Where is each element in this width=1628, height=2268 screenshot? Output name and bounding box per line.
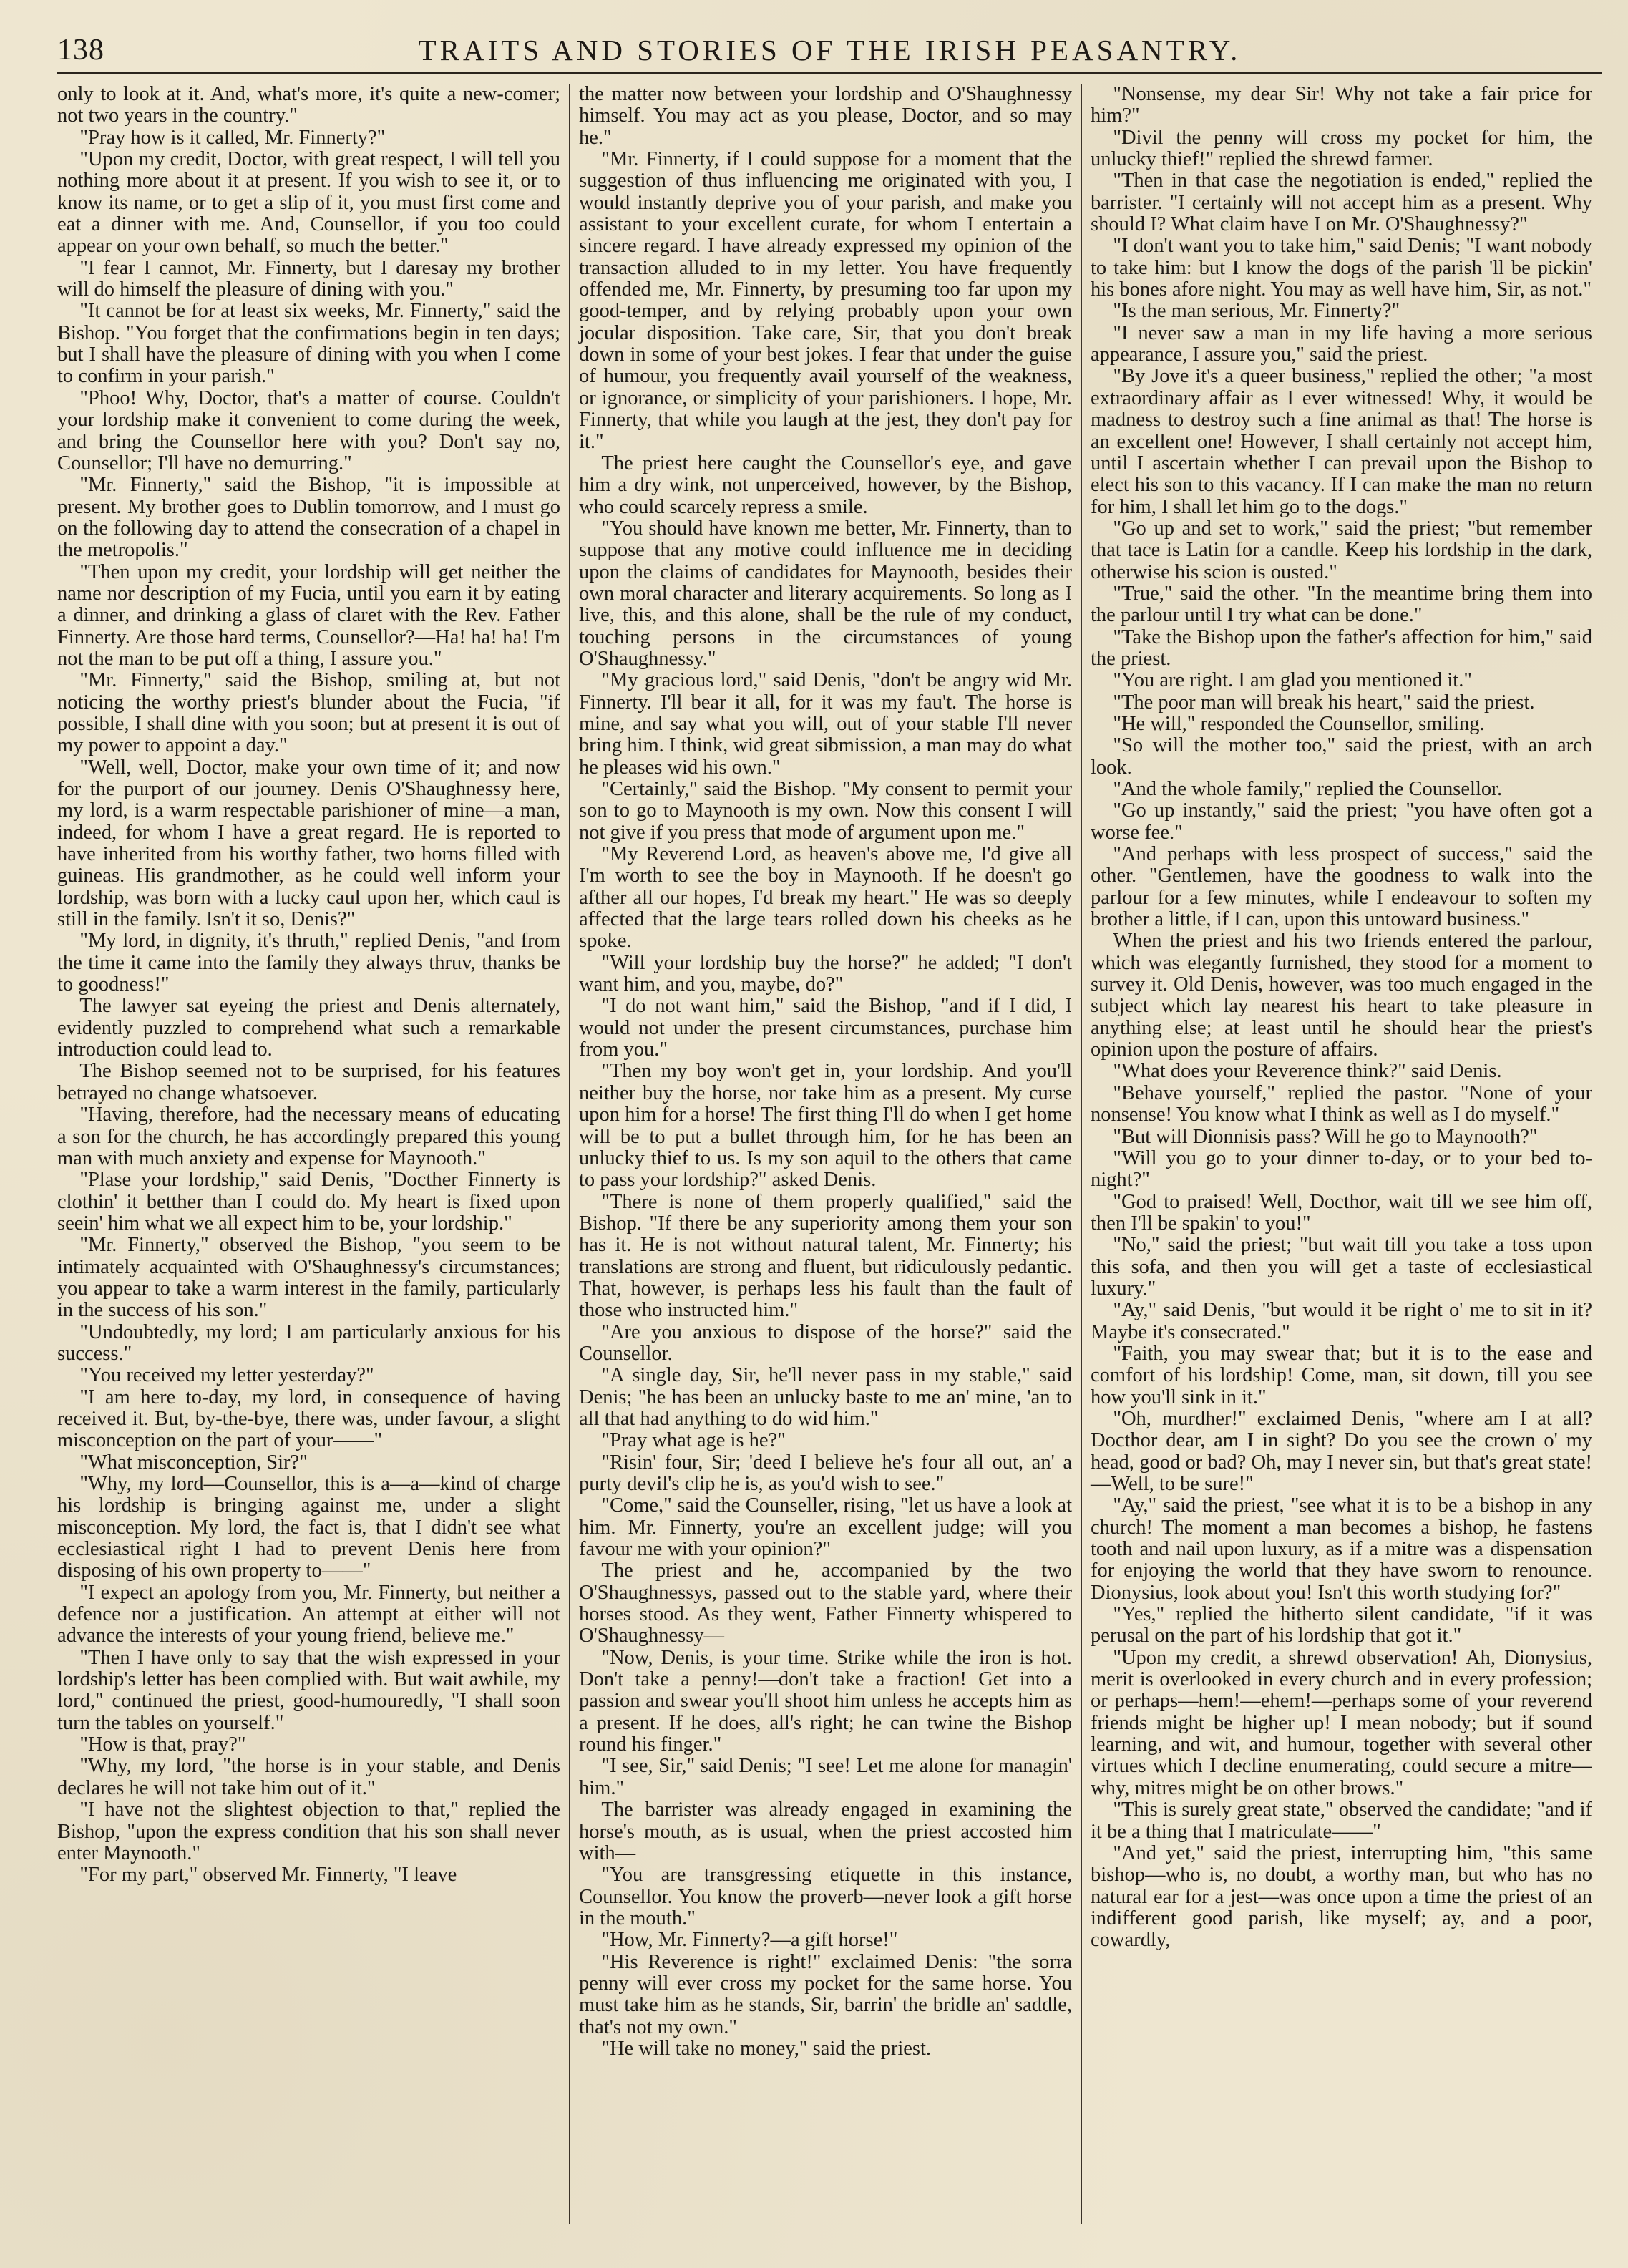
paragraph: "Mr. Finnerty," observed the Bishop, "you seem to be intimately acquainted with O'Shaughnessy's circumstances; you appear to take a warm interest in the family, particularly in the success of his son." [57, 1234, 560, 1322]
paragraph: "What does your Reverence think?" said Denis. [1113, 1060, 1502, 1083]
paragraph: "Having, therefore, had the necessary means of educating a son for the church, he has accordingly prepared this young man with much anxiety and expense for Maynooth." [57, 1104, 560, 1169]
paragraph: "A single day, Sir, he'll never pass in my stable," said Denis; "he has been an unlucky baste to me an' mine, 'an to all that had anything to do wid him." [579, 1364, 1072, 1430]
paragraph: the matter now between your lordship and O'Shaughnessy himself. You may act as you please, Doctor, and so may he." [579, 84, 1072, 149]
paragraph: "I never saw a man in my life having a more serious appearance, I assure you," said the priest. [1091, 321, 1592, 366]
paragraph: The lawyer sat eyeing the priest and Denis alternately, evidently puzzled to comprehend what such a remarkable introduction could lead to. [57, 995, 560, 1061]
paragraph: "Ay," said Denis, "but would it be right o' me to sit in it? Maybe it's consecrated." [1091, 1299, 1592, 1343]
paragraph: "There is none of them properly qualified," said the Bishop. "If there be any superiority among them your son has it. He is not without natural talent, Mr. Finnerty; his translations are strong and fluent, but ridiculously pedantic. That, however, is perhaps less his fault than the fault of those who instructed him." [579, 1190, 1072, 1322]
paragraph: "My gracious lord," said Denis, "don't be angry wid Mr. Finnerty. I'll bear it all, for it was my fau't. The horse is mine, and say what you will, out of your stable I'll never bring him. I think, wid great sibmission, a man may do what he pleases wid his own." [579, 669, 1072, 779]
paragraph: "Plase your lordship," said Denis, "Docther Finnerty is clothin' it betther than I could do. My heart is fixed upon seein' him what we all expect him to be, your lordship." [57, 1169, 560, 1235]
paragraph: "For my part," observed Mr. Finnerty, "I leave [79, 1864, 457, 1887]
paragraph: "Faith, you may swear that; but it is to the ease and comfort of his lordship! Come, man, sit down, till you see how you'll sink in it." [1091, 1342, 1592, 1408]
paragraph: "You should have known me better, Mr. Finnerty, than to suppose that any motive could influence me in deciding upon the claims of candidates for Maynooth, besides their own moral character and literary acquirements. So long as I live, this, and this alone, shall be the rule of my conduct, touching persons in the circumstances of young O'Shaughnessy." [579, 517, 1072, 670]
page-number: 138 [57, 34, 104, 67]
paragraph: "I see, Sir," said Denis; "I see! Let me alone for managin' him." [579, 1755, 1072, 1799]
paragraph: "Nonsense, my dear Sir! Why not take a fair price for him?" [1091, 84, 1592, 127]
paragraph: "Well, well, Doctor, make your own time of it; and now for the purport of our journey. Denis O'Shaughnessy here, my lord, is a warm respectable parishioner of mine—a man, indeed, for whom I have a great regard. He is reported to have inherited from his worthy father, two horns filled with guineas. His grandmother, as he could well inform your lordship, was born with a lucky caul upon her, which caul is still in the family. Isn't it so, Denis?" [57, 756, 560, 931]
paragraph: "Mr. Finnerty," said the Bishop, smiling at, but not noticing the worthy priest's blunder about the Fucia, "if possible, I shall dine with you soon; but at present it is out of my power to appoint a day." [57, 669, 560, 757]
page-header [57, 31, 1602, 74]
paragraph: "Are you anxious to dispose of the horse?" said the Counsellor. [579, 1320, 1072, 1365]
paragraph: "Mr. Finnerty, if I could suppose for a moment that the suggestion of thus influencing me originated with you, I would instantly deprive you of your parish, and make you assistant to your excellent curate, for whom I entertain a sincere regard. I have already expressed my opinion of the transaction alluded to in my letter. You have frequently offended me, Mr. Finnerty, by presuming too far upon my good-temper, and by relying probably upon your own jocular disposition. Take care, Sir, that you don't break down in some of your best jokes. I fear that under the guise of humour, you frequently avail yourself of the weakness, or ignorance, or simplicity of your parishioners. I hope, Mr. Finnerty, that while you laugh at the jest, they don't pay for it." [579, 148, 1072, 453]
paragraph: The Bishop seemed not to be surprised, for his features betrayed no change whatsoever. [57, 1060, 560, 1104]
paragraph: "By Jove it's a queer business," replied the other; "a most extraordinary affair as I ever witnessed! Why, it would be madness to destroy such a fine animal as that! The horse is an excellent one! However, I shall certainly not accept him, until I ascertain whether I can prevail upon the Bishop to elect his son to this vacancy. If I can make the man no return for him, I shall let him go to the dogs." [1091, 365, 1592, 518]
paragraph: "He will," responded the Counsellor, smiling. [1113, 712, 1485, 735]
text-column-middle [569, 84, 1081, 2224]
paragraph: "Will your lordship buy the horse?" he added; "I don't want him, and you, maybe, do?" [579, 951, 1072, 996]
paragraph: "Will you go to your dinner to-day, or to your bed to-night?" [1091, 1147, 1592, 1192]
paragraph: "I fear I cannot, Mr. Finnerty, but I daresay my brother will do himself the pleasure of dining with you." [57, 256, 560, 301]
paragraph: The priest and he, accompanied by the two O'Shaughnessys, passed out to the stable yard, where their horses stood. As they went, Father Finnerty whispered to O'Shaughnessy— [579, 1559, 1072, 1648]
paragraph: "My Reverend Lord, as heaven's above me, I'd give all I'm worth to see the boy in Maynooth. If he doesn't go afther all our hopes, I'd break my heart." He was so deeply affected that the large tears rolled down his cheeks as he spoke. [579, 843, 1072, 953]
paragraph: "Why, my lord, "the horse is in your stable, and Denis declares he will not take him out of it." [57, 1755, 560, 1799]
paragraph: "Why, my lord—Counsellor, this is a—a—kind of charge his lordship is bringing against me, under a slight misconception. My lord, the fact is, that I didn't see what ecclesiastical right I had to prevent Denis here from disposing of his own property to——" [57, 1473, 560, 1582]
paragraph: When the priest and his two friends entered the parlour, which was elegantly furnished, they stood for a moment to survey it. Old Denis, however, was too much engaged in the subject which lay nearest his heart to take pleasure in anything else; at least until he should hear the priest's opinion upon the posture of affairs. [1091, 930, 1592, 1061]
running-title: TRAITS AND STORIES OF THE IRISH PEASANTRY. [418, 34, 1242, 67]
paragraph: "He will take no money," said the priest. [601, 2037, 932, 2060]
paragraph: "Go up instantly," said the priest; "you have often got a worse fee." [1091, 799, 1592, 844]
paragraph: "And yet," said the priest, interrupting him, "this same bishop—who is, no doubt, a worthy man, but who has no natural ear for a jest—was once upon a time the priest of an indifferent good parish, like myself; ay, and a poor, cowardly, [1091, 1841, 1592, 1952]
paragraph: "You received my letter yesterday?" [79, 1364, 374, 1387]
paragraph: "Then in that case the negotiation is ended," replied the barrister. "I certainly will not accept him as a present. Why should I? What claim have I on Mr. O'Shaughnessy?" [1091, 170, 1592, 236]
paragraph: "My lord, in dignity, it's thruth," replied Denis, "and from the time it came into the family they always thruv, thanks be to goodness!" [57, 930, 560, 996]
paragraph: "Yes," replied the hitherto silent candidate, "if it was perusal on the part of his lordship that got it." [1091, 1603, 1592, 1648]
text-columns [57, 84, 1602, 2224]
paragraph: "I do not want him," said the Bishop, "and if I did, I would not under the present circumstances, purchase him from you." [579, 995, 1072, 1061]
paragraph: "What misconception, Sir?" [79, 1451, 308, 1474]
paragraph: "I don't want you to take him," said Denis; "I want nobody to take him: but I know the dogs of the parish 'll be pickin' his bones afore night. You may as well have him, Sir, as not." [1091, 235, 1592, 301]
paragraph: "I am here to-day, my lord, in consequence of having received it. But, by-the-bye, there was, under favour, a slight misconception on the part of your——" [57, 1386, 560, 1452]
paragraph: "Go up and set to work," said the priest; "but remember that tace is Latin for a candle. Keep his lordship in the dark, otherwise his scion is ousted." [1091, 517, 1592, 583]
paragraph: "Ay," said the priest, "see what it is to be a bishop in any church! The moment a man becomes a bishop, he fastens tooth and nail upon luxury, as if a mitre was a dispensation for enjoying the world that they have sworn to renounce. Dionysius, look about you! Isn't this worth studying for?" [1091, 1494, 1592, 1604]
text-column-left [57, 84, 569, 2224]
paragraph: "Now, Denis, is your time. Strike while the iron is hot. Don't take a penny!—don't take a fraction! Get into a passion and swear you'll shoot him unless he accepts him as a present. If he does, all's right; he can twine the Bishop round his finger." [579, 1646, 1072, 1756]
paragraph: "True," said the other. "In the meantime bring them into the parlour until I try what can be done." [1091, 582, 1592, 627]
paragraph: "Behave yourself," replied the pastor. "None of your nonsense! You know what I think as well as I do myself." [1091, 1081, 1592, 1126]
paragraph: "This is surely great state," observed the candidate; "and if it be a thing that I matriculate——" [1091, 1799, 1592, 1843]
paragraph: "You are transgressing etiquette in this instance, Counsellor. You know the proverb—never look a gift horse in the mouth." [579, 1864, 1072, 1929]
paragraph: "Risin' four, Sir; 'deed I believe he's four all out, an' a purty devil's clip he is, as you'd wish to see." [579, 1451, 1072, 1495]
paragraph: "Come," said the Counseller, rising, "let us have a look at him. Mr. Finnerty, you're an excellent judge; will you favour me with your opinion?" [579, 1494, 1072, 1561]
paragraph: "Take the Bishop upon the father's affection for him," said the priest. [1091, 626, 1592, 670]
paragraph: "Divil the penny will cross my pocket for him, the unlucky thief!" replied the shrewd farmer. [1091, 126, 1592, 171]
paragraph: "God to praised! Well, Docthor, wait till we see him off, then I'll be spakin' to you!" [1091, 1190, 1592, 1235]
paragraph: "The poor man will break his heart," said the priest. [1113, 691, 1535, 714]
paragraph: "Certainly," said the Bishop. "My consent to permit your son to go to Maynooth is my own. Now this consent I will not give if you press that mode of argument upon me." [579, 778, 1072, 844]
text-column-right [1081, 84, 1592, 2224]
paragraph: "And the whole family," replied the Counsellor. [1113, 778, 1503, 800]
paragraph: "I expect an apology from you, Mr. Finnerty, but neither a defence nor a justification. An attempt at either will not advance the interests of your young friend, believe me." [57, 1581, 560, 1648]
paragraph: "Phoo! Why, Doctor, that's a matter of course. Couldn't your lordship make it convenient to come during the week, and bring the Counsellor here with you? Don't say no, Counsellor; I'll have no demurring." [57, 386, 560, 474]
paragraph: The barrister was already engaged in examining the horse's mouth, as is usual, when the priest accosted him with— [579, 1799, 1072, 1864]
paragraph: "Is the man serious, Mr. Finnerty?" [1113, 300, 1400, 323]
paragraph: "Pray how is it called, Mr. Finnerty?" [79, 126, 386, 149]
paragraph: "Upon my credit, Doctor, with great respect, I will tell you nothing more about it at present. If you wish to see it, or to know its name, or to get a slip of it, you must first come and eat a dinner with me. And, Counsellor, if you too could appear on your own behalf, so much the better." [57, 148, 560, 258]
paragraph: "Then I have only to say that the wish expressed in your lordship's letter has been complied with. But wait awhile, my lord," continued the priest, good-humouredly, "I shall soon turn the tables on yourself." [57, 1646, 560, 1734]
paragraph: "Oh, murdher!" exclaimed Denis, "where am I at all? Docthor dear, am I in sight? Do you see the crown o' my head, good or bad? Oh, may I never sin, but that's great state!—Well, to be sure!" [1091, 1407, 1592, 1495]
paragraph: only to look at it. And, what's more, it's quite a new-comer; not two years in the country." [57, 84, 560, 127]
paragraph: "Undoubtedly, my lord; I am particularly anxious for his success." [57, 1320, 560, 1365]
paragraph: "I have not the slightest objection to that," replied the Bishop, "upon the express condition that his son shall never enter Maynooth." [57, 1799, 560, 1864]
paragraph: "His Reverence is right!" exclaimed Denis: "the sorra penny will ever cross my pocket for the same horse. You must take him as he stands, Sir, barrin' the bridle an' saddle, that's not my own." [579, 1950, 1072, 2038]
paragraph: "And perhaps with less prospect of success," said the other. "Gentlemen, have the goodness to walk into the parlour for a few minutes, while I endeavour to soften my brother a little, if I can, upon this untoward business." [1091, 843, 1592, 931]
paragraph: "You are right. I am glad you mentioned it." [1113, 669, 1472, 692]
paragraph: "So will the mother too," said the priest, with an arch look. [1091, 734, 1592, 779]
paragraph: "How is that, pray?" [79, 1733, 246, 1756]
paragraph: "It cannot be for at least six weeks, Mr. Finnerty," said the Bishop. "You forget that the confirmations begin in ten days; but I shall have the pleasure of dining with you when I come to confirm in your parish." [57, 300, 560, 388]
paragraph: "But will Dionnisis pass? Will he go to Maynooth?" [1113, 1125, 1538, 1148]
paragraph: "Pray what age is he?" [601, 1429, 786, 1452]
paragraph: The priest here caught the Counsellor's eye, and gave him a dry wink, not unperceived, however, by the Bishop, who could scarcely repress a smile. [579, 452, 1072, 518]
paragraph: "Upon my credit, a shrewd observation! Ah, Dionysius, merit is overlooked in every church and in every profession; or perhaps—hem!—ehem!—perhaps some of your reverend friends might be higher up! I mean nobody; but if sound learning, and wit, and humour, together with several other virtues which I decline enumerating, could secure a mitre—why, mitres might be on other brows." [1091, 1646, 1592, 1799]
paragraph: "Then my boy won't get in, your lordship. And you'll neither buy the horse, nor take him as a present. My curse upon him for a horse! The first thing I'll do when I get home will be to put a bullet through him, for he has been an unlucky thief to us. Is my son aquil to the others that came to pass your lordship?" asked Denis. [579, 1060, 1072, 1192]
paragraph: "How, Mr. Finnerty?—a gift horse!" [601, 1929, 898, 1952]
paragraph: "Mr. Finnerty," said the Bishop, "it is impossible at present. My brother goes to Dublin tomorrow, and I must go on the following day to attend the consecration of a chapel in the metropolis." [57, 474, 560, 562]
paragraph: "Then upon my credit, your lordship will get neither the name nor description of my Fucia, until you earn it by eating a dinner, and drinking a glass of claret with the Rev. Father Finnerty. Are those hard terms, Counsellor?—Ha! ha! ha! I'm not the man to be put off a thing, I assure you." [57, 560, 560, 670]
paragraph: "No," said the priest; "but wait till you take a toss upon this sofa, and then you will get a taste of ecclesiastical luxury." [1091, 1234, 1592, 1300]
